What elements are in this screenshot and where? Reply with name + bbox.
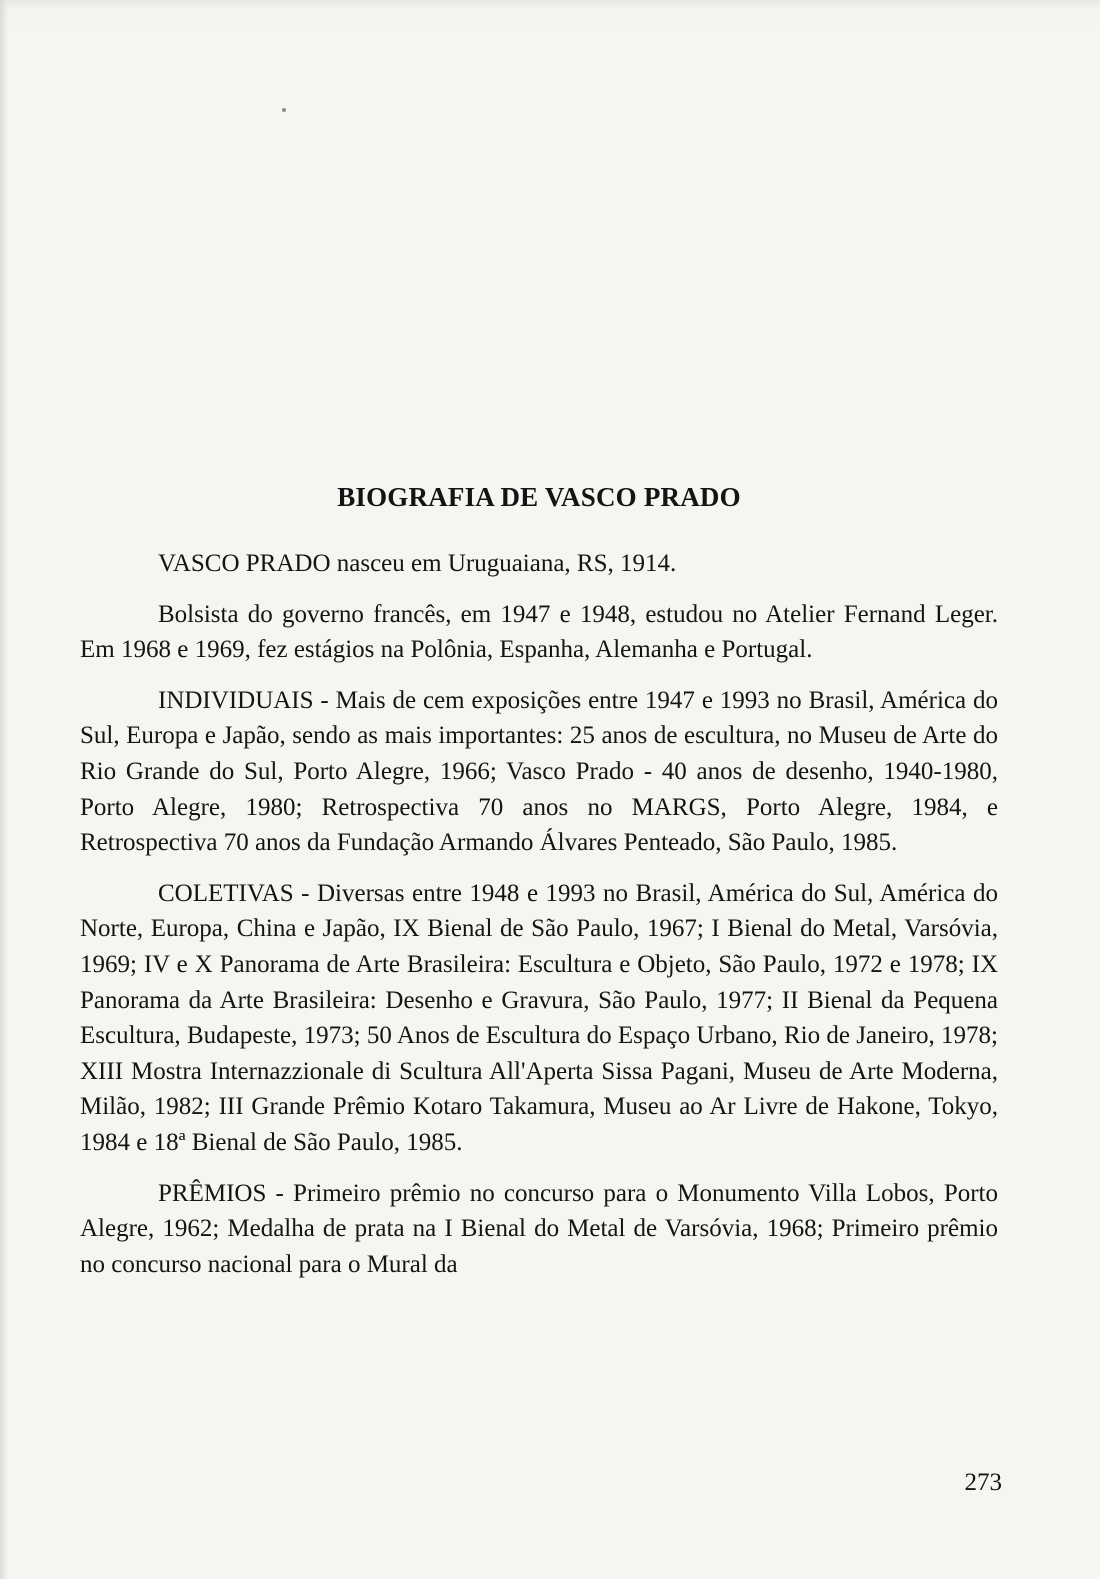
- paragraph-premios: PRÊMIOS - Primeiro prêmio no concurso para o Monumento Villa Lobos, Porto Alegre, 1962; Medalha de prata na I Bienal do Metal de Varsóvia, 1968; Primeiro prêmio no concurso nacional para o Mural da: [80, 1179, 998, 1278]
- page-number: 273: [964, 1469, 1002, 1496]
- paragraph-coletivas: COLETIVAS - Diversas entre 1948 e 1993 no Brasil, América do Sul, América do Norte, Europa, China e Japão, IX Bienal de São Paulo, 1967; I Bienal do Metal, Varsóvia, 1969; IV e X Panorama de Arte Brasileira: Escultura e Objeto, São Paulo, 1972 e 1978; IX Panorama da Arte Brasileira: Desenho e Gravura, São Paulo, 1977; II Bienal da Pequena Escultura, Budapeste, 1973; 50 Anos de Escultura do Espaço Urbano, Rio de Janeiro, 1978; XIII Mostra Internazzionale di Scultura All'Aperta Sissa Pagani, Museu de Arte Moderna, Milão, 1982; III Grande Prêmio Kotaro Takamura, Museu ao Ar Livre de Hakone, Tokyo, 1984 e 18ª Bienal de São Paulo, 1985.: [80, 879, 998, 1156]
- page-title: BIOGRAFIA DE VASCO PRADO: [337, 482, 741, 512]
- biography-content: [80, 480, 998, 1282]
- paragraph-scholarship: Bolsista do governo francês, em 1947 e 1948, estudou no Atelier Fernand Leger. Em 1968 e 1969, fez estágios na Polônia, Espanha, Alemanha e Portugal.: [80, 600, 998, 664]
- paragraph-individuais: INDIVIDUAIS - Mais de cem exposições entre 1947 e 1993 no Brasil, América do Sul, Europa e Japão, sendo as mais importantes: 25 anos de escultura, no Museu de Arte do Rio Grande do Sul, Porto Alegre, 1966; Vasco Prado - 40 anos de desenho, 1940-1980, Porto Alegre, 1980; Retrospectiva 70 anos no MARGS, Porto Alegre, 1984, e Retrospectiva 70 anos da Fundação Armando Álvares Penteado, São Paulo, 1985.: [80, 686, 998, 857]
- ink-speck: [282, 108, 286, 112]
- page-edge-shadow: [0, 0, 8, 1579]
- paragraph-birth: VASCO PRADO nasceu em Uruguaiana, RS, 1914.: [158, 550, 677, 577]
